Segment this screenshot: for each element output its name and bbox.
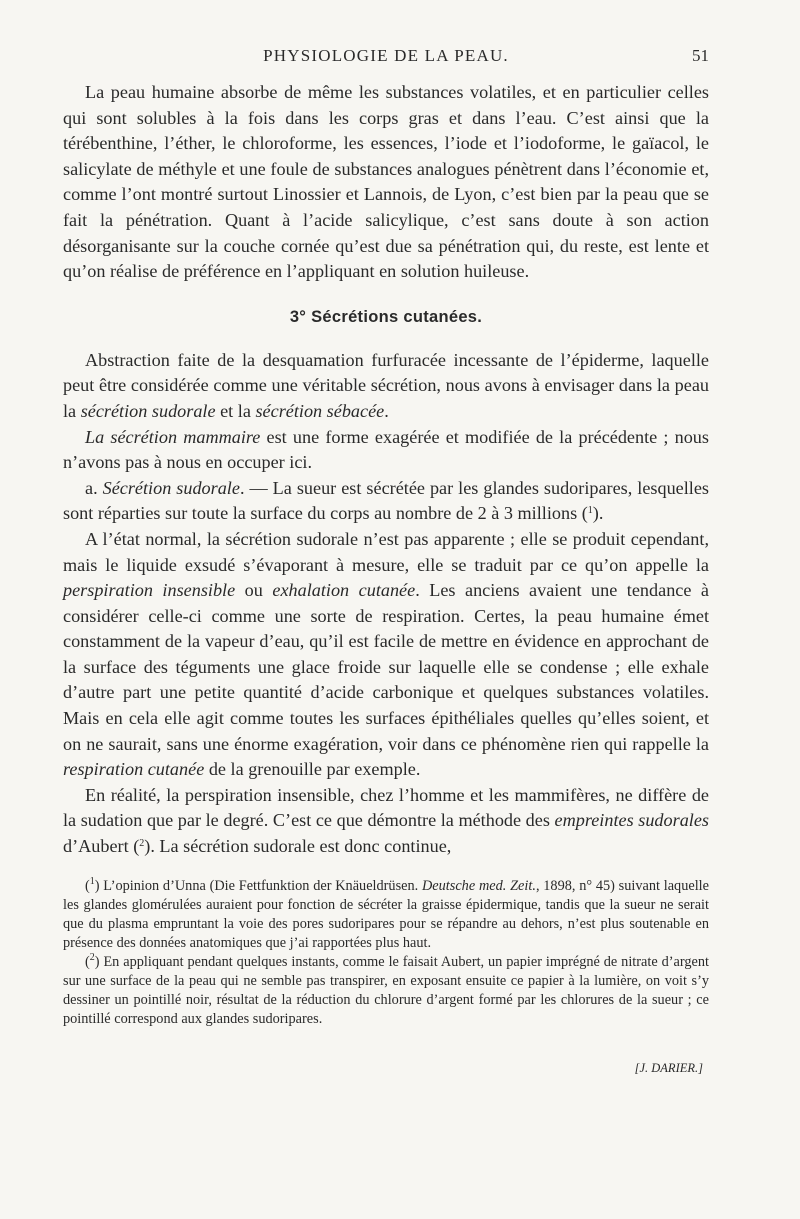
- page-header: [63, 0, 709, 80]
- text-run: est une forme exagérée et modifiée de la précédente ; nous n’avons pas à nous en occuper ici.: [63, 426, 709, 473]
- italic-term: exhalation cutanée: [272, 580, 416, 601]
- paragraph-mammaire: [63, 425, 709, 476]
- footnote-2: ($^2$) En appliquant pendant quelques instants, comme le faisait Aubert, un papier imprégné de nitrate d’argent sur une surface de la peau qui ne semble pas transpirer, en exposant ensuite ce papier à la lumière, on voit s’y dessiner un pointillé noir, résultat de la réduction du chlorure d’argent formé par les chlorures de la sueur ; ce pointillé correspond aux glandes sudoripares.: [63, 951, 709, 1027]
- subsection-heading: Sécrétion sudorale: [102, 477, 240, 498]
- paragraph-secretion-sudorale: [63, 476, 709, 527]
- text-run: L’opinion d’Unna (Die Fettfunktion der Knäueldrüsen.: [99, 877, 422, 894]
- text-run: . Les anciens avaient une tendance à considérer celle-ci comme une sorte de respiration. Certes, la peau humaine émet constamment de la vapeur d’eau, qu’il est facile de mettre en évidence en approchant de la surface des téguments une glace froide sur laquelle elle se condense ; elle exhale d’autre part une petite quantité d’acide carbonique et quelques substances volatiles. Mais en cela elle agit comme toutes les surfaces épithéliales quelles qu’elles soient, et on ne saurait, sans une énorme exagération, voir dans ce phénomène rien qui rappelle la: [63, 580, 710, 754]
- footnote-ref: 2: [139, 838, 145, 850]
- footnote-ref: 1: [587, 505, 593, 517]
- text-run: et la: [215, 400, 256, 421]
- text-run: En réalité, la perspiration insensible, chez l’homme et les mammifères, ne diffère de la sudation que par le degré. C’est ce que démontre la méthode des: [63, 784, 709, 831]
- journal-title: Deutsche med. Zeit.: [421, 877, 536, 894]
- italic-term: empreintes sudorales: [554, 810, 709, 831]
- section-title: 3° Sécrétions cutanées.: [289, 307, 483, 326]
- italic-term: perspiration insensible: [63, 580, 236, 601]
- body-text: [63, 80, 709, 860]
- paragraph-empreintes: [63, 783, 709, 860]
- text-run: .: [384, 400, 389, 421]
- paragraph-perspiration: [63, 527, 709, 783]
- footnotes: [63, 877, 709, 1029]
- text-run: d’Aubert (: [63, 836, 140, 857]
- page-number: 51: [692, 46, 709, 65]
- text-run: ou: [235, 580, 273, 601]
- text-run: de la grenouille par exemple.: [204, 759, 421, 780]
- text-run: ).: [592, 503, 604, 524]
- footnote-1: ($^1$) L’opinion d’Unna (Die Fettfunktion der Knäueldrüsen. Deutsche med. Zeit., 1898, n° 45) suivant laquelle les glandes glomérulées auraient pour fonction de sécréter la graisse épidermique, tandis que la sueur ne serait que du plasma empruntant la voie des pores sudoripares pour se répandre au dehors, n’est plus soutenable en présence des données anatomiques que j’ai rapportées plus haut.: [63, 875, 709, 951]
- running-head: PHYSIOLOGIE DE LA PEAU.: [263, 46, 509, 65]
- paragraph-absorption: La peau humaine absorbe de même les substances volatiles, et en particulier celles qui sont solubles à la fois dans les corps gras et dans l’eau. C’est ainsi que la térébenthine, l’éther, le chloroforme, les essences, l’iode et l’iodoforme, le gaïacol, le salicylate de méthyle et une foule de substances analogues pénètrent dans l’économie et, comme l’ont montré surtout Linossier et Lannois, de Lyon, c’est bien par la peau que se fait la pénétration. Quant à l’acide salicylique, c’est sans doute à son action désorganisante sur la couche cornée qu’est due sa pénétration qui, du reste, est lente et qu’on réalise de préférence en l’appliquant en solution huileuse.: [63, 82, 709, 282]
- text-run: . — La sueur est sécrétée par les glandes sudoripares, lesquelles sont réparties sur toute la surface du corps au nombre de 2 à 3 millions (: [63, 477, 710, 524]
- author-signature: [J. DARIER.]: [634, 1060, 703, 1075]
- text-run: A l’état normal, la sécrétion sudorale n’est pas apparente ; elle se produit cependant, mais le liquide exsudé s’évaporant à mesure, elle se traduit par ce qu’on appelle la: [63, 528, 709, 575]
- italic-term: sécrétion sudorale: [80, 400, 216, 421]
- italic-term: respiration cutanée: [63, 759, 205, 780]
- text-run: , 1898, n° 45) suivant laquelle les glandes glomérulées auraient pour fonction de sécréter la graisse épidermique, tandis que la sueur ne serait que du plasma empruntant la voie des pores sudoripares pour se répandre au dehors, n’est plus soutenable en présence des données anatomiques que j’ai rapportées plus haut.: [63, 877, 709, 951]
- text-run: a.: [85, 477, 103, 498]
- italic-term: La sécrétion mammaire: [85, 426, 261, 447]
- text-run: En appliquant pendant quelques instants, comme le faisait Aubert, un papier imprégné de nitrate d’argent sur une surface de la peau qui ne semble pas transpirer, en exposant ensuite ce papier à la lumière, on voit s’y dessiner un pointillé noir, résultat de la réduction du chlorure d’argent formé par les chlorures de la sueur ; ce pointillé correspond aux glandes sudoripares.: [63, 953, 709, 1027]
- text-run: ). La sécrétion sudorale est donc continue,: [144, 836, 452, 857]
- paragraph-abstraction: [63, 348, 709, 425]
- text-run: Abstraction faite de la desquamation furfuracée incessante de l’épiderme, laquelle peut être considérée comme une véritable sécrétion, nous avons à envisager dans la peau la: [63, 349, 709, 421]
- footnote-mark: 1: [89, 875, 95, 887]
- book-page: [63, 0, 709, 1076]
- italic-term: sécrétion sébacée: [255, 400, 385, 421]
- footnote-mark: 2: [89, 951, 95, 963]
